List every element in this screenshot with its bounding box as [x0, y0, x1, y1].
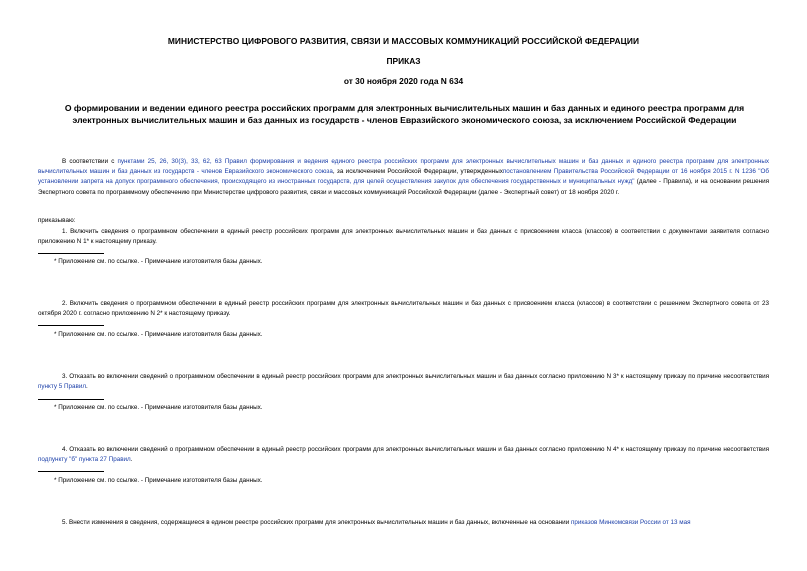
ministry-name: МИНИСТЕРСТВО ЦИФРОВОГО РАЗВИТИЯ, СВЯЗИ И МАССОВЫХ КОММУНИКАЦИЙ РОССИЙСКОЙ ФЕДЕРАЦИИ [167, 36, 640, 46]
item-2: 2. Включить сведения о программном обеспечении в единый реестр российских программ для электронных вычислительных машин и баз данных с присвоением класса (классов) в соответствии с решением Экспертного совета от 23 октября 2020 г. согласно приложению N 2* к настоящему приказу. [38, 300, 769, 318]
document-type: ПРИКАЗ [386, 56, 421, 66]
item-3-text: 3. Отказать во включении сведений о программном обеспечении в единый реестр российских программ для электронных вычислительных машин и баз данных согласно приложению N 3* к настоящему приказу по причине несоответствия [62, 373, 769, 380]
footnote-3: * Приложение см. по ссылке. - Примечание изготовителя базы данных. [54, 404, 263, 411]
footnote-divider [38, 253, 104, 254]
item-5-text: 5. Внести изменения в сведения, содержащиеся в едином реестре российских программ для электронных вычислительных машин и баз данных, включенные на основании [62, 519, 571, 526]
footnote-divider [38, 325, 104, 326]
item-1: 1. Включить сведения о программном обеспечении в единый реестр российских программ для электронных вычислительных машин и баз данных с присвоением класса (классов) в соответствии с документами заявителя согласно приложению N 1* к настоящему приказу. [38, 228, 769, 246]
footnote-divider [38, 399, 104, 400]
ministry-orders-link[interactable]: приказов Минкомсвязи России от 13 мая [570, 519, 691, 526]
item-5 [38, 518, 769, 528]
orders-word: приказываю: [38, 217, 76, 224]
resolution-link[interactable]: постановлением Правительства Российской Федерации от 16 ноября 2015 г. N 1236 "Об установлении запрета на допуск программного обеспечения, происходящего из иностранных государств, для целей осуществления закупок для обеспечения государственных и муниципальных нужд" [38, 168, 769, 186]
preamble-paragraph [38, 157, 769, 198]
item-4-end: . [130, 456, 133, 464]
preamble-text-3: (далее - Правила), и на основании решения Экспертного совета по программному обеспечению при Министерстве цифрового развития, связи и массовых коммуникаций Российской Федерации (далее - Экспертный совет) от 18 ноября 2020 г. [38, 178, 770, 196]
document-subject: О формировании и ведении единого реестра российских программ для электронных вычислительных машин и баз данных и единого реестра программ для электронных вычислительных машин и баз данных из государств - членов Евразийского экономического союза, за исключением Российской Федерации [64, 103, 745, 125]
preamble-text-1: В соответствии с [62, 158, 118, 165]
preamble-text-2: , за исключением Российской Федерации, утвержденных [332, 168, 503, 176]
footnote-2: * Приложение см. по ссылке. - Примечание изготовителя базы данных. [54, 331, 263, 338]
footnote-1: * Приложение см. по ссылке. - Примечание изготовителя базы данных. [54, 258, 263, 265]
item-4-text: 4. Отказать во включении сведений о программном обеспечении в единый реестр российских программ для электронных вычислительных машин и баз данных согласно приложению N 4* к настоящему приказу по причине несоответствия [62, 446, 769, 453]
footnote-divider [38, 471, 104, 472]
rules-link[interactable]: пунктами 25, 26, 30(3), 33, 62, 63 Правил формирования и ведения единого реестра российских программ для электронных вычислительных машин и баз данных и единого реестра программ для электронных вычислительных машин и баз данных из государств - членов Евразийского экономического союза [38, 158, 770, 176]
document-date: от 30 ноября 2020 года N 634 [343, 76, 464, 86]
rules-point-5-link[interactable]: пункту 5 Правил [38, 383, 87, 391]
rules-point-27-link[interactable]: подпункту "б" пункта 27 Правил [38, 456, 131, 464]
item-3 [38, 372, 769, 392]
footnote-4: * Приложение см. по ссылке. - Примечание изготовителя базы данных. [54, 477, 263, 484]
item-4 [38, 445, 769, 465]
item-3-end: . [86, 383, 88, 391]
